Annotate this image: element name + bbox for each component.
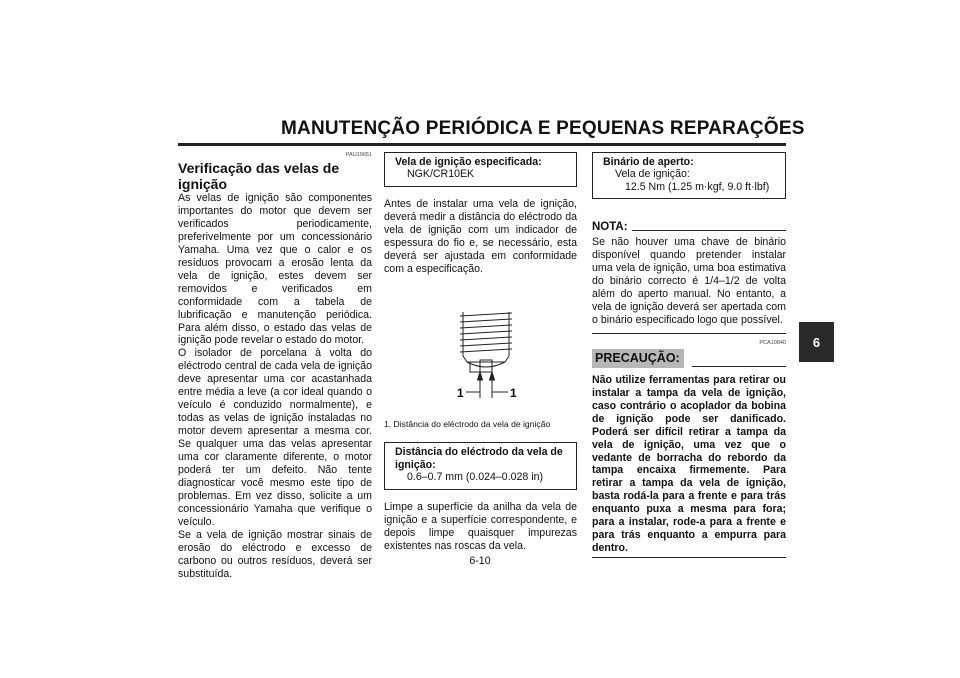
spec-label: Distância do eléctrodo da vela de ignição: (395, 446, 563, 471)
left-column (178, 152, 372, 581)
figure-caption: 1. Distância do eléctrodo da vela de ignição (384, 419, 551, 430)
spec-label: Binário de aperto: (603, 156, 694, 168)
spec-value: 0.6–0.7 mm (0.024–0.028 in) (407, 471, 544, 484)
spark-plug-spec-box (384, 152, 577, 187)
spec-label: Vela de ignição especificada: (395, 156, 542, 168)
section-heading: Verificação das velas de ignição (178, 160, 340, 192)
divider (592, 557, 786, 558)
gap-arrows (466, 372, 508, 398)
callout-label: 1 (510, 385, 517, 400)
page-number: 6-10 (469, 555, 491, 567)
caution-label: PRECAUÇÃO: (592, 349, 684, 368)
divider (592, 333, 786, 334)
reference-code: PCA10840 (759, 339, 786, 346)
spark-plug-illustration (460, 312, 512, 372)
title-rule (178, 143, 786, 146)
note-header (592, 221, 786, 234)
middle-column (384, 152, 577, 553)
divider (692, 366, 786, 367)
paragraph: Limpe a superfície da anilha da vela de ignição e a superfície correspondente, e depois limpe quaisquer impurezas existentes nas roscas da vela. (384, 500, 577, 552)
reference-code: PAU19651 (345, 152, 372, 158)
note-block (592, 221, 786, 334)
page-title: MANUTENÇÃO PERIÓDICA E PEQUENAS REPARAÇÕES (281, 118, 805, 139)
paragraph: As velas de ignição são componentes importantes do motor que devem ser verificados periodicamente, preferivelmente por um concessionário Yamaha. Uma vez que o calor e os resíduos provocam a erosão lenta da vela de ignição, estes devem ser removidos e verificados em conformidade com a tabela de lubrificação e manutenção periódica. Para além disso, o estado das velas de ignição pode revelar o estado do motor. (178, 192, 372, 347)
note-text: Se não houver uma chave de binário disponível quando pretender instalar uma vela de ignição, uma boa estimativa do binário correcto é 1/4–1/2 de volta além do aperto manual. No entanto, a vela de ignição deverá ser apertada com o binário especificado logo que possível. (592, 236, 786, 326)
gap-spec-box (384, 442, 577, 489)
right-column (592, 152, 786, 558)
torque-spec-box (592, 152, 786, 199)
note-label: NOTA: (592, 221, 628, 234)
spec-value: 12.5 Nm (1.25 m·kgf, 9.0 ft·lbf) (625, 180, 770, 193)
callout-label: 1 (457, 385, 464, 400)
spec-sub-label: Vela de ignição: (615, 168, 690, 181)
spark-plug-gap-figure (384, 310, 577, 408)
caution-header (592, 349, 786, 368)
paragraph: Se a vela de ignição mostrar sinais de erosão do eléctrodo e excesso de carbono ou outros resíduos, deverá ser substituída. (178, 528, 372, 580)
chapter-tab[interactable]: 6 (799, 322, 834, 362)
paragraph: Antes de instalar uma vela de ignição, deverá medir a distância do eléctrodo da vela de ignição com um indicador de espessura do fio e, se necessário, esta deverá ser ajustada em conformidade com a especificação. (384, 197, 577, 275)
divider (632, 230, 786, 231)
body-text (178, 192, 372, 581)
paragraph: O isolador de porcelana à volta do eléctrodo central de cada vela de ignição deve apresentar uma cor acastanhada entre média a leve (a cor ideal quando o veículo é conduzido normalmente), e todas as velas de ignição instaladas no motor devem apresentar a mesma cor. Se qualquer uma das velas apresentar uma cor claramente diferente, o motor poderá ter um defeito. Não tente diagnosticar você mesmo este tipo de problemas. Em vez disso, solicite a um concessionário Yamaha que verifique o veículo. (178, 347, 372, 528)
caution-text: Não utilize ferramentas para retirar ou instalar a tampa da vela de ignição, caso contrário o acoplador da bobina de ignição pode ser danificado. Poderá ser difícil retirar a tampa da vela de ignição, uma vez que o vedante de borracha do rebordo da tampa encaixa firmemente. Para retirar a tampa da vela de ignição, basta rodá-la para a frente e para trás enquanto puxa a mesma para fora; para a instalar, rode-a para a frente e para trás enquanto a empurra para dentro. (592, 373, 786, 555)
spec-value: NGK/CR10EK (407, 168, 475, 181)
